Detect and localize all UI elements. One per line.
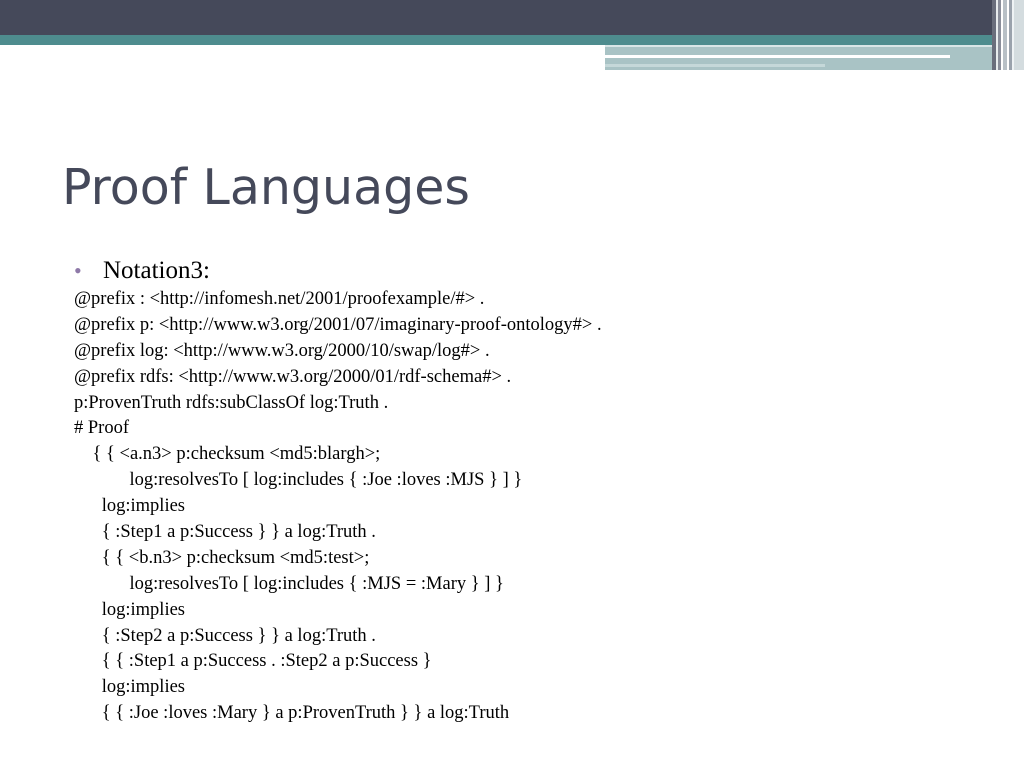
notation3-code-block xyxy=(74,287,1004,727)
code-line: log:implies xyxy=(74,496,185,517)
code-line: { { :Step1 a p:Success . :Step2 a p:Success } xyxy=(74,651,432,672)
code-line: @prefix p: <http://www.w3.org/2001/07/imaginary-proof-ontology#> . xyxy=(74,314,602,335)
code-line: { :Step2 a p:Success } } a log:Truth . xyxy=(74,625,376,646)
code-line: log:implies xyxy=(74,599,185,620)
header-band-dark xyxy=(0,0,1024,35)
bullet-text: Notation3: xyxy=(103,257,210,284)
code-line: { :Step1 a p:Success } } a log:Truth . xyxy=(74,522,376,543)
code-line: log:resolvesTo [ log:includes { :Joe :loves :MJS } ] } xyxy=(74,470,523,491)
header-corner-stripes xyxy=(992,0,1024,70)
code-line: p:ProvenTruth rdfs:subClassOf log:Truth . xyxy=(74,392,389,413)
header-accent-line-short xyxy=(605,64,825,67)
code-line: log:resolvesTo [ log:includes { :MJS = :Mary } ] } xyxy=(74,573,504,594)
code-line: log:implies xyxy=(74,677,185,698)
code-line: @prefix : <http://infomesh.net/2001/proofexample/#> . xyxy=(74,289,485,309)
code-line: @prefix rdfs: <http://www.w3.org/2000/01/rdf-schema#> . xyxy=(74,366,512,387)
bullet-item xyxy=(74,256,210,286)
code-line: # Proof xyxy=(74,418,129,439)
header-band-teal xyxy=(0,35,1024,45)
bullet-dot-icon: • xyxy=(74,258,82,283)
header-band-divider xyxy=(605,45,1024,47)
code-line: @prefix log: <http://www.w3.org/2000/10/swap/log#> . xyxy=(74,340,490,361)
code-line: { { :Joe :loves :Mary } a p:ProvenTruth } } a log:Truth xyxy=(74,703,510,724)
header-accent-line xyxy=(605,55,950,58)
code-line: { { <b.n3> p:checksum <md5:test>; xyxy=(74,547,370,568)
slide-title: Proof Languages xyxy=(62,159,470,216)
code-line: { { <a.n3> p:checksum <md5:blargh>; xyxy=(74,444,381,465)
